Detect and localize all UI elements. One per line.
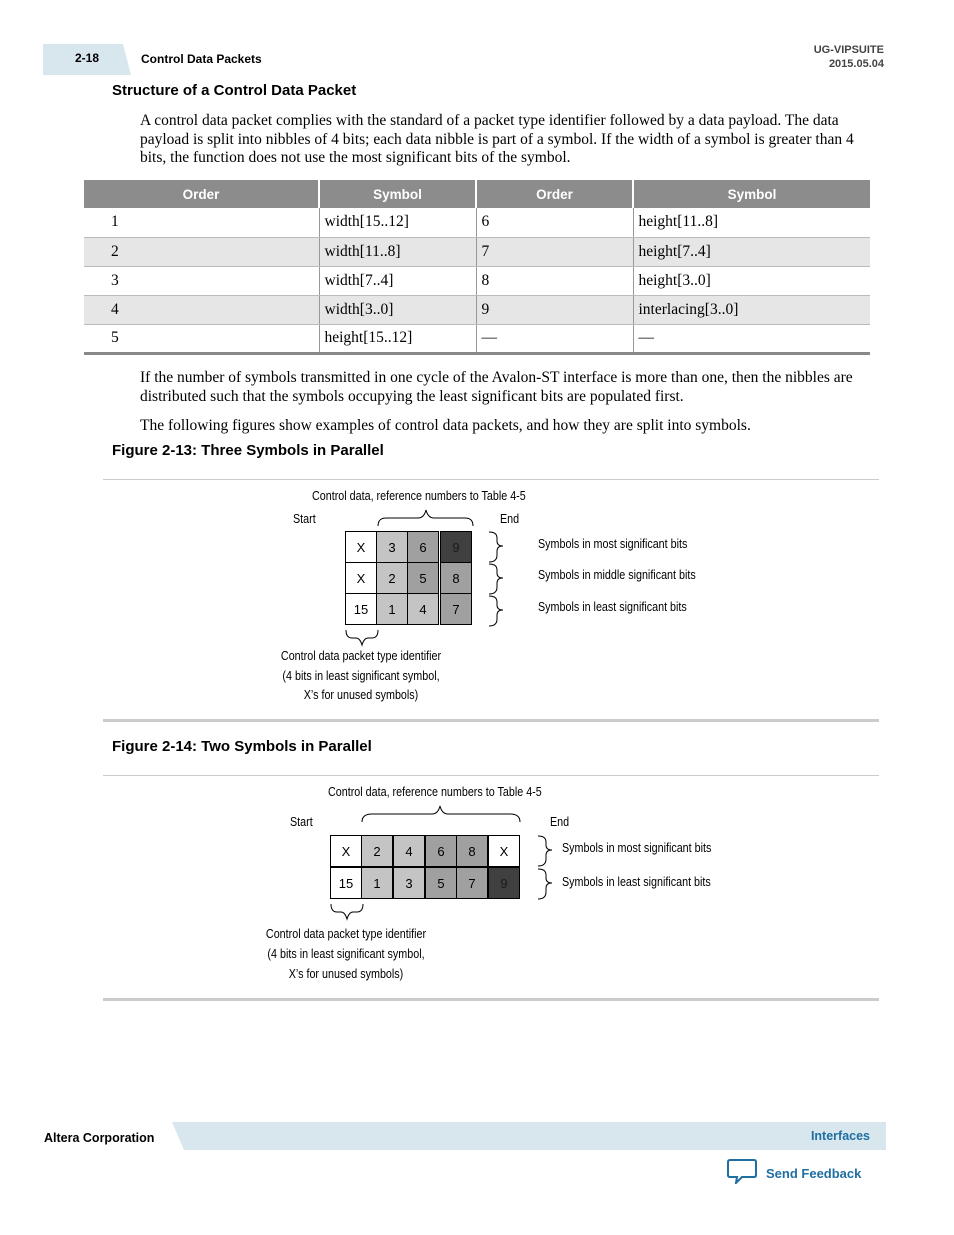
figure-title: Figure 2-13: Three Symbols in Parallel bbox=[112, 442, 384, 459]
footer-company: Altera Corporation bbox=[44, 1131, 155, 1145]
table-cell: height[7..4] bbox=[633, 237, 870, 266]
table-cell: 2 bbox=[84, 237, 319, 266]
grid-cell: 6 bbox=[425, 835, 457, 867]
table-cell: interlacing[3..0] bbox=[633, 295, 870, 324]
table-cell: 3 bbox=[84, 266, 319, 295]
grid-cell: 5 bbox=[407, 562, 439, 594]
paragraph-intro: A control data packet complies with the standard of a packet type identifier followed by a data payload. The data payload is split into nibbles of 4 bits; each data nibble is part of a symbol. If the width of a symbol is greater than 4 bits, the function does not use the most significant bits of the symbol. bbox=[140, 112, 854, 166]
paragraph-figures-intro: The following figures show examples of control data packets, and how they are split into symbols. bbox=[140, 417, 751, 434]
running-section-title: Control Data Packets bbox=[141, 52, 262, 66]
document-date: 2015.05.04 bbox=[828, 58, 884, 70]
column-header: Symbol bbox=[319, 180, 476, 208]
figure-top-label: Control data, reference numbers to Table 4-5 bbox=[312, 489, 526, 503]
grid-cell: 2 bbox=[376, 562, 408, 594]
grid-cell: 8 bbox=[456, 835, 488, 867]
table-cell: 6 bbox=[476, 208, 633, 237]
grid-cell: 3 bbox=[393, 867, 425, 899]
row-label: Symbols in least significant bits bbox=[538, 600, 687, 614]
grid-cell: 15 bbox=[330, 867, 362, 899]
figure-title: Figure 2-14: Two Symbols in Parallel bbox=[112, 738, 372, 755]
bottom-brace bbox=[331, 904, 363, 919]
start-label: Start bbox=[290, 815, 313, 829]
section-heading: Structure of a Control Data Packet bbox=[112, 82, 357, 99]
table-cell: 9 bbox=[476, 295, 633, 324]
end-label: End bbox=[550, 815, 570, 829]
grid-cell: 3 bbox=[376, 531, 408, 563]
column-header: Order bbox=[476, 180, 633, 208]
grid-cell: 9 bbox=[440, 531, 472, 563]
send-feedback-link[interactable] bbox=[727, 1158, 861, 1189]
identifier-label-line: X’s for unused symbols) bbox=[288, 967, 404, 981]
table-cell: height[3..0] bbox=[633, 266, 870, 295]
grid-cell: 2 bbox=[361, 835, 393, 867]
figure-rule-bottom bbox=[103, 998, 879, 1001]
grid-cell: 7 bbox=[440, 593, 472, 625]
send-feedback-label: Send Feedback bbox=[766, 1166, 862, 1181]
row-label: Symbols in most significant bits bbox=[562, 841, 712, 855]
table-cell: 1 bbox=[84, 208, 319, 237]
grid-cell: 5 bbox=[425, 867, 457, 899]
table-cell: 7 bbox=[476, 237, 633, 266]
row-brace bbox=[538, 836, 552, 866]
grid-cell: 1 bbox=[361, 867, 393, 899]
start-label: Start bbox=[293, 512, 316, 526]
grid-cell: X bbox=[488, 835, 520, 867]
table-cell: width[3..0] bbox=[319, 295, 476, 324]
grid-cell: 6 bbox=[407, 531, 439, 563]
table-cell: 8 bbox=[476, 266, 633, 295]
grid-cell: 7 bbox=[456, 867, 488, 899]
grid-cell: 4 bbox=[407, 593, 439, 625]
footer-section-link[interactable]: Interfaces bbox=[810, 1129, 870, 1143]
identifier-label-line: (4 bits in least significant symbol, bbox=[267, 947, 425, 961]
row-label: Symbols in least significant bits bbox=[562, 875, 711, 889]
identifier-label-line: X’s for unused symbols) bbox=[303, 688, 419, 702]
table-cell: — bbox=[633, 324, 870, 353]
paragraph-distribution: If the number of symbols transmitted in one cycle of the Avalon-ST interface is more than one, then the nibbles are distributed such that the symbols occupying the least significant bits are populated first. bbox=[140, 369, 853, 405]
figure-top-label: Control data, reference numbers to Table 4-5 bbox=[328, 785, 542, 799]
grid-cell: X bbox=[345, 562, 377, 594]
top-brace bbox=[362, 806, 520, 822]
grid-cell: 9 bbox=[488, 867, 520, 899]
table-cell: width[11..8] bbox=[319, 237, 476, 266]
column-header: Order bbox=[84, 180, 319, 208]
table-cell: 5 bbox=[84, 324, 319, 353]
grid-cell: 1 bbox=[376, 593, 408, 625]
identifier-label-line: (4 bits in least significant symbol, bbox=[282, 669, 440, 683]
footer-band bbox=[172, 1122, 886, 1150]
table-cell: height[15..12] bbox=[319, 324, 476, 353]
grid-cell: 15 bbox=[345, 593, 377, 625]
grid-cell: 8 bbox=[440, 562, 472, 594]
table-cell: width[7..4] bbox=[319, 266, 476, 295]
table-cell: height[11..8] bbox=[633, 208, 870, 237]
page-number: 2-18 bbox=[75, 51, 100, 65]
chat-bubble-icon bbox=[727, 1158, 757, 1189]
column-header: Symbol bbox=[633, 180, 870, 208]
grid-cell: X bbox=[345, 531, 377, 563]
table-cell: width[15..12] bbox=[319, 208, 476, 237]
table-cell: 4 bbox=[84, 295, 319, 324]
row-brace bbox=[538, 869, 552, 899]
end-label: End bbox=[500, 512, 520, 526]
row-label: Symbols in most significant bits bbox=[538, 537, 688, 551]
grid-cell: X bbox=[330, 835, 362, 867]
document-code: UG-VIPSUITE bbox=[813, 44, 884, 56]
identifier-label-line: Control data packet type identifier bbox=[265, 927, 427, 941]
identifier-label-line: Control data packet type identifier bbox=[280, 649, 442, 663]
row-label: Symbols in middle significant bits bbox=[538, 568, 696, 582]
grid-cell: 4 bbox=[393, 835, 425, 867]
table-cell: — bbox=[476, 324, 633, 353]
